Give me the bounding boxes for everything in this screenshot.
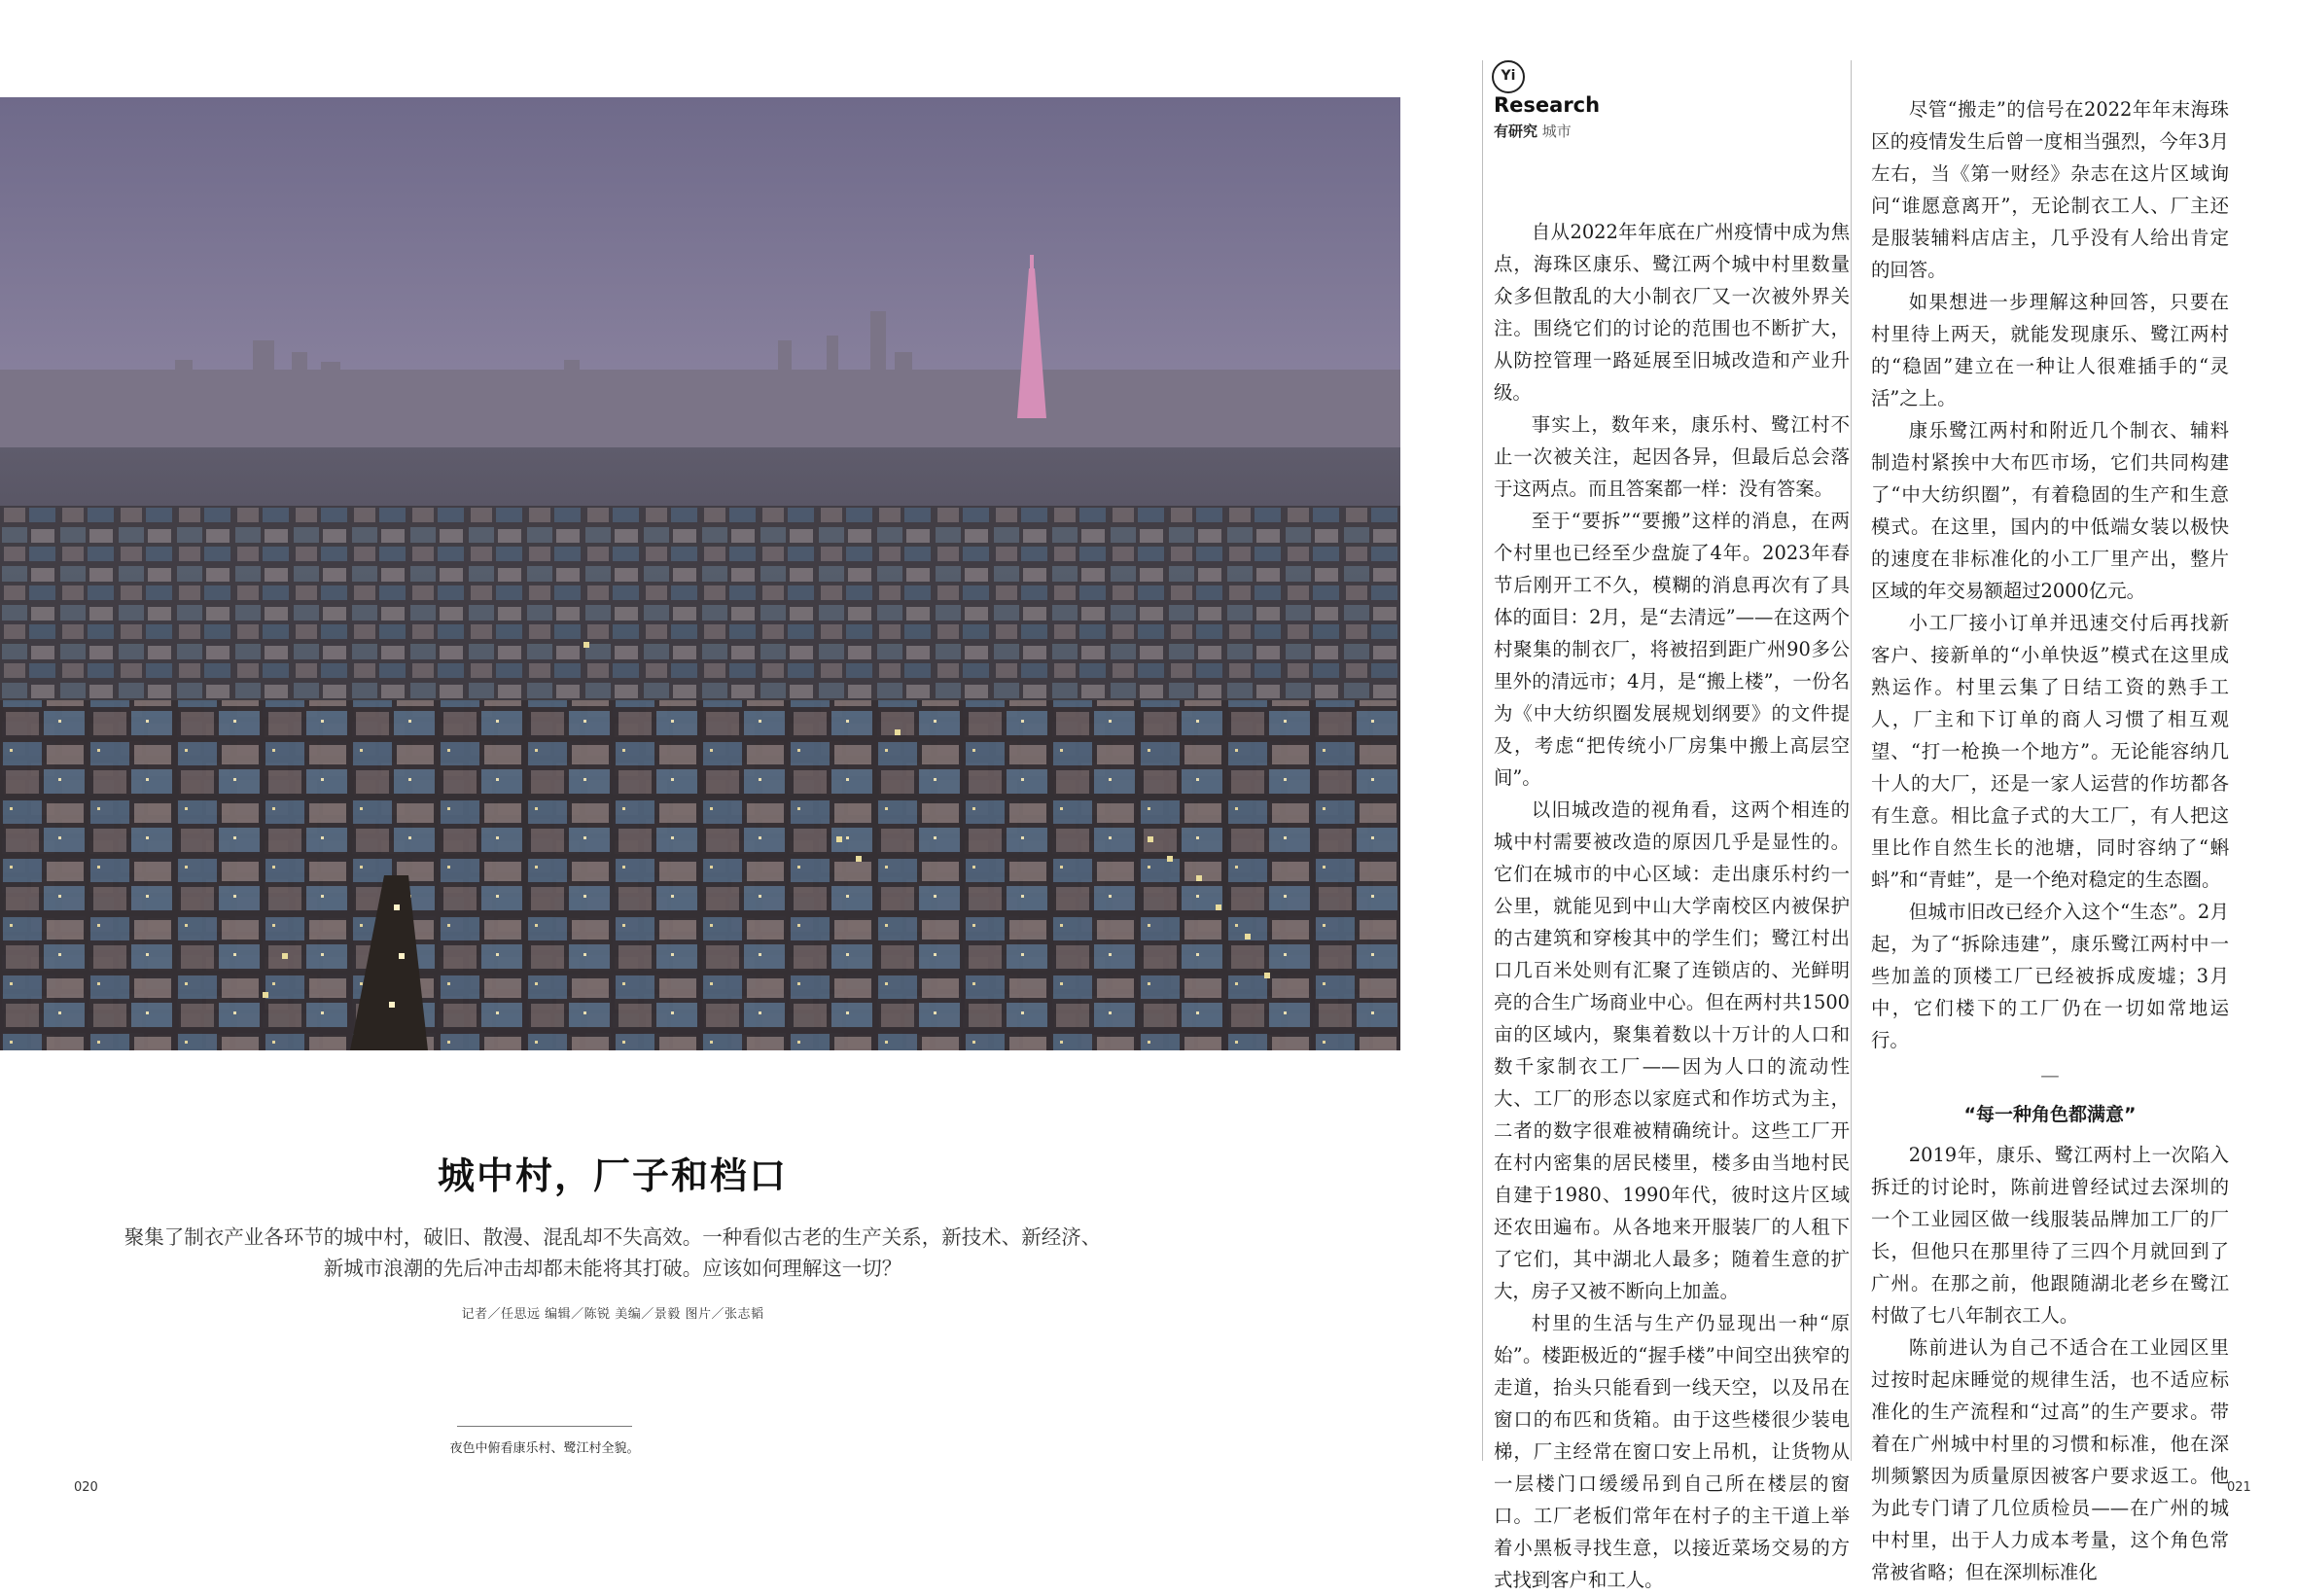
subheading: “每一种角色都满意” [1963, 1104, 2137, 1125]
article-headline: 城中村，厂子和档口 [437, 1154, 788, 1197]
paragraph: 2019年，康乐、鹭江两村上一次陷入拆迁的讨论时，陈前进曾经试过去深圳的一个工业园区做一线服装品牌加工厂的厂长，但他只在那里待了三四个月就回到了广州。在那之前，他跟随湖北老乡在鹭江村做了七八年制衣工人。 [1871, 1144, 2229, 1327]
body-column-1 [1494, 216, 1850, 1596]
section-category: 城市 [1541, 123, 1572, 140]
paragraph: 康乐鹭江两村和附近几个制衣、辅料制造村紧挨中大布匹市场，它们共同构建了“中大纺织圈”，有着稳固的生产和生意模式。在这里，国内的中低端女装以极快的速度在非标准化的小工厂里产出，整片区域的年交易额超过2000亿元。 [1871, 419, 2229, 602]
paragraph: 以旧城改造的视角看，这两个相连的城中村需要被改造的原因几乎是显性的。它们在城市的中心区域：走出康乐村约一公里，就能见到中山大学南校区内被保护的古建筑和穿梭其中的学生们；鹭江村出口几百米处则有汇聚了连锁店的、光鲜明亮的合生广场商业中心。但在两村共1500亩的区域内，聚集着数以十万计的人口和数千家制衣工厂——因为人口的流动性大、工厂的形态以家庭式和作坊式为主，二者的数字很难被精确统计。这些工厂开在村内密集的居民楼里，楼多由当地村民自建于1980、1990年代，彼时这片区域还农田遍布。从各地来开服装厂的人租下了它们，其中湖北人最多；随着生意的扩大，房子又被不断向上加盖。 [1494, 798, 1850, 1302]
body-column-2 [1871, 93, 2229, 1588]
paragraph: 村里的生活与生产仍显现出一种“原始”。楼距极近的“握手楼”中间空出狭窄的走道，抬头只能看到一线天空，以及吊在窗口的布匹和货箱。由于这些楼很少装电梯，厂主经常在窗口安上吊机，让货物从一层楼门口缓缓吊到自己所在楼层的窗口。工厂老板们常年在村子的主干道上举着小黑板寻找生意，以接近菜场交易的方式找到客户和工人。 [1494, 1312, 1850, 1591]
section-name: 有研究 [1494, 123, 1538, 140]
city-aerial-photo [0, 97, 1400, 1050]
paragraph: 事实上，数年来，康乐村、鹭江村不止一次被关注，起因各异，但最后总会落于这两点。而且答案都一样：没有答案。 [1494, 413, 1850, 500]
section-title-chinese [1494, 121, 1572, 141]
paragraph: 小工厂接小订单并迅速交付后再找新客户、接新单的“小单快返”模式在这里成熟运作。村里云集了日结工资的熟手工人，厂主和下订单的商人习惯了相互观望、“打一枪换一个地方”。无论能容纳几十人的大厂，还是一家人运营的作坊都各有生意。相比盒子式的大工厂，有人把这里比作自然生长的池塘，同时容纳了“蝌蚪”和“青蛙”，是一个绝对稳定的生态圈。 [1871, 612, 2229, 891]
page-number-left: 020 [74, 1480, 98, 1495]
section-logo-icon: Yi [1492, 60, 1525, 93]
paragraph: 如果想进一步理解这种回答，只要在村里待上两天，就能发现康乐、鹭江两村的“稳固”建立在一种让人很难插手的“灵活”之上。 [1871, 291, 2229, 409]
page-number-right: 021 [2227, 1480, 2251, 1495]
article-credits: 记者／任思远 编辑／陈锐 美编／景毅 图片／张志韬 [461, 1307, 764, 1322]
paragraph: 自从2022年年底在广州疫情中成为焦点，海珠区康乐、鹭江两个城中村里数量众多但散乱的大小制衣厂又一次被外界关注。围绕它们的讨论的范围也不断扩大，从防控管理一路延展至旧城改造和产业升级。 [1494, 221, 1850, 404]
article-deck: 聚集了制衣产业各环节的城中村，破旧、散漫、混乱却不失高效。一种看似古老的生产关系，新技术、新经济、新城市浪潮的先后冲击却都未能将其打破。应该如何理解这一切？ [124, 1225, 1102, 1280]
paragraph: 陈前进认为自己不适合在工业园区里过按时起床睡觉的规律生活，也不适应标准化的生产流程和“过高”的生产要求。带着在广州城中村里的习惯和标准，他在深圳频繁因为质量原因被客户要求返工。他为此专门请了几位质检员——在广州的城中村里，出于人力成本考量，这个角色常常被省略；但在深圳标准化 [1871, 1336, 2229, 1583]
caption-divider [457, 1426, 632, 1427]
column-rule-middle [1851, 60, 1852, 1461]
paragraph: 尽管“搬走”的信号在2022年年末海珠区的疫情发生后曾一度相当强烈，今年3月左右，当《第一财经》杂志在这片区域询问“谁愿意离开”，无论制衣工人、厂主还是服装辅料店店主，几乎没有人给出肯定的回答。 [1871, 98, 2229, 281]
column-rule-left [1482, 60, 1483, 1461]
paragraph: 但城市旧改已经介入这个“生态”。2月起，为了“拆除违建”，康乐鹭江两村中一些加盖的顶楼工厂已经被拆成废墟；3月中，它们楼下的工厂仍在一切如常地运行。 [1871, 901, 2229, 1051]
subhead-divider: — [2040, 1064, 2060, 1086]
section-title-english: Research [1494, 93, 1601, 117]
paragraph: 至于“要拆”“要搬”这样的消息，在两个村里也已经至少盘旋了4年。2023年春节后刚开工不久，模糊的消息再次有了具体的面目：2月，是“去清远”——在这两个村聚集的制衣厂，将被招到距广州90多公里外的清远市；4月，是“搬上楼”，一份名为《中大纺织圈发展规划纲要》的文件提及，考虑“把传统小厂房集中搬上高层空间”。 [1494, 510, 1850, 789]
photo-caption: 夜色中俯看康乐村、鹭江村全貌。 [449, 1441, 640, 1456]
